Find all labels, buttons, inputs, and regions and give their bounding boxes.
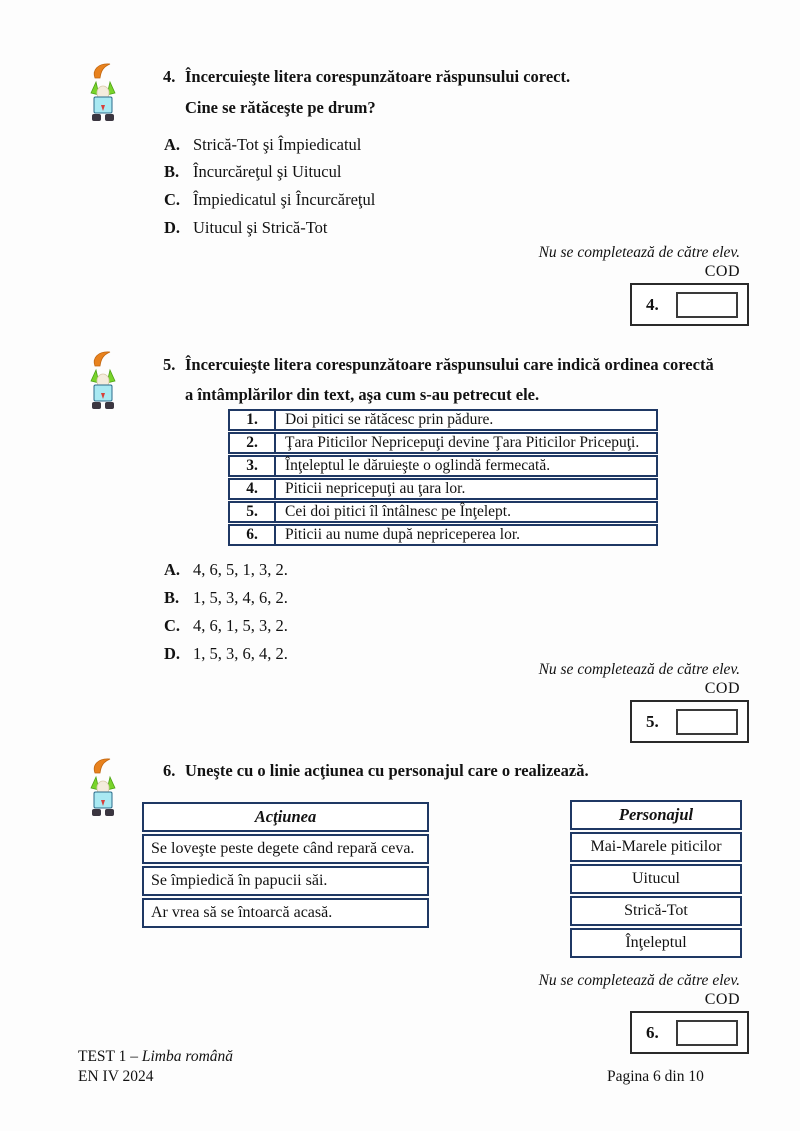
gnome-marker-icon [86,348,120,418]
actions-table-header: Acţiunea [142,802,429,832]
cod-box-q6 [630,1011,749,1054]
question-5-text-line1: Încercuieşte litera corespunzătoare răspunsului care indică ordinea corectă [185,355,714,374]
question-5-text-line2: a întâmplărilor din text, aşa cum s-au petrecut ele. [185,385,540,404]
question-5-options [164,556,288,668]
actions-table [142,802,429,928]
option-letter: A. [164,560,181,579]
cod-box-q5 [630,700,749,743]
cod-box-number: 6. [646,1022,659,1042]
question-4-text: Încercuieşte litera corespunzătoare răspunsului corect. [185,67,571,86]
action-item: Ar vrea să se întoarcă acasă. [142,898,429,928]
row-text: Cei doi pitici îl întâlnesc pe Înţelept. [285,503,511,520]
footer-exam-code: EN IV 2024 [78,1068,154,1085]
row-text: Piticii nepricepuţi au ţara lor. [285,480,466,497]
footer-page-number: Pagina 6 din 10 [607,1068,704,1085]
row-number: 4. [230,480,276,498]
row-number: 5. [230,503,276,521]
table-row [228,501,658,523]
footer-subject: Limba română [141,1048,234,1065]
option-text: 4, 6, 1, 5, 3, 2. [193,616,288,635]
option-letter: D. [164,217,181,237]
table-row [228,524,658,546]
cod-entry-field [676,709,738,735]
answer-option-b [164,159,375,187]
gnome-marker-icon [86,755,120,825]
cod-label: COD [704,680,740,697]
cod-label: COD [704,263,740,280]
cod-note: Nu se completează de către elev. [538,972,740,989]
row-text: Doi pitici se rătăcesc prin pădure. [285,411,494,428]
option-letter: C. [164,189,181,209]
option-letter: B. [164,588,180,607]
answer-option-b [164,584,288,612]
cod-box-q4 [630,283,749,326]
row-number: 1. [230,411,276,429]
option-letter: C. [164,616,181,635]
question-4-number: 4. [163,67,176,86]
character-item: Înţeleptul [570,928,742,958]
row-text: Piticii au nume după nepriceperea lor. [285,526,520,543]
cod-note: Nu se completează de către elev. [538,661,740,678]
action-item: Se loveşte peste degete când repară ceva. [142,834,429,864]
answer-option-d [164,214,375,242]
character-item: Uitucul [570,864,742,894]
gnome-marker-icon [86,60,120,130]
question-6-text: Uneşte cu o linie acţiunea cu personajul care o realizează. [185,761,589,780]
cod-entry-field [676,1020,738,1046]
characters-table-header: Personajul [570,800,742,830]
answer-option-a [164,556,288,584]
table-row [228,409,658,431]
characters-table [570,800,742,958]
footer-test-label: TEST 1 – [78,1048,142,1065]
option-text: 1, 5, 3, 6, 4, 2. [193,644,288,663]
cod-box-number: 4. [646,294,659,314]
question-4-options [164,131,375,241]
option-letter: A. [164,134,181,154]
action-item: Se împiedică în papucii săi. [142,866,429,896]
cod-box-number: 5. [646,711,659,731]
option-text: Strică-Tot şi Împiedicatul [193,134,362,154]
answer-option-a [164,131,375,159]
answer-option-c [164,612,288,640]
option-letter: B. [164,162,180,182]
cod-note: Nu se completează de către elev. [538,244,740,261]
question-4-subprompt: Cine se rătăceşte pe drum? [185,98,376,117]
character-item: Mai-Marele piticilor [570,832,742,862]
option-text: 1, 5, 3, 4, 6, 2. [193,588,288,607]
cod-label: COD [704,991,740,1008]
option-letter: D. [164,644,181,663]
row-number: 2. [230,434,276,452]
option-text: Uitucul şi Strică-Tot [193,217,328,237]
answer-option-c [164,186,375,214]
question-5-prompt [163,354,714,376]
option-text: Încurcăreţul şi Uitucul [193,162,342,182]
question-5-number: 5. [163,355,176,374]
option-text: Împiedicatul şi Încurcăreţul [193,189,376,209]
table-row [228,455,658,477]
row-number: 6. [230,526,276,544]
question-6-prompt [163,760,589,782]
question-6-number: 6. [163,761,176,780]
table-row [228,432,658,454]
question-4-prompt [163,66,570,88]
option-text: 4, 6, 5, 1, 3, 2. [193,560,288,579]
row-text: Înţeleptul le dăruieşte o oglindă fermecată. [285,457,551,474]
row-number: 3. [230,457,276,475]
cod-entry-field [676,292,738,318]
row-text: Ţara Piticilor Nepricepuţi devine Ţara Piticilor Pricepuţi. [285,434,640,451]
sequence-table [228,409,658,546]
footer-test-title [78,1047,233,1067]
answer-option-d [164,640,288,668]
table-row [228,478,658,500]
character-item: Strică-Tot [570,896,742,926]
